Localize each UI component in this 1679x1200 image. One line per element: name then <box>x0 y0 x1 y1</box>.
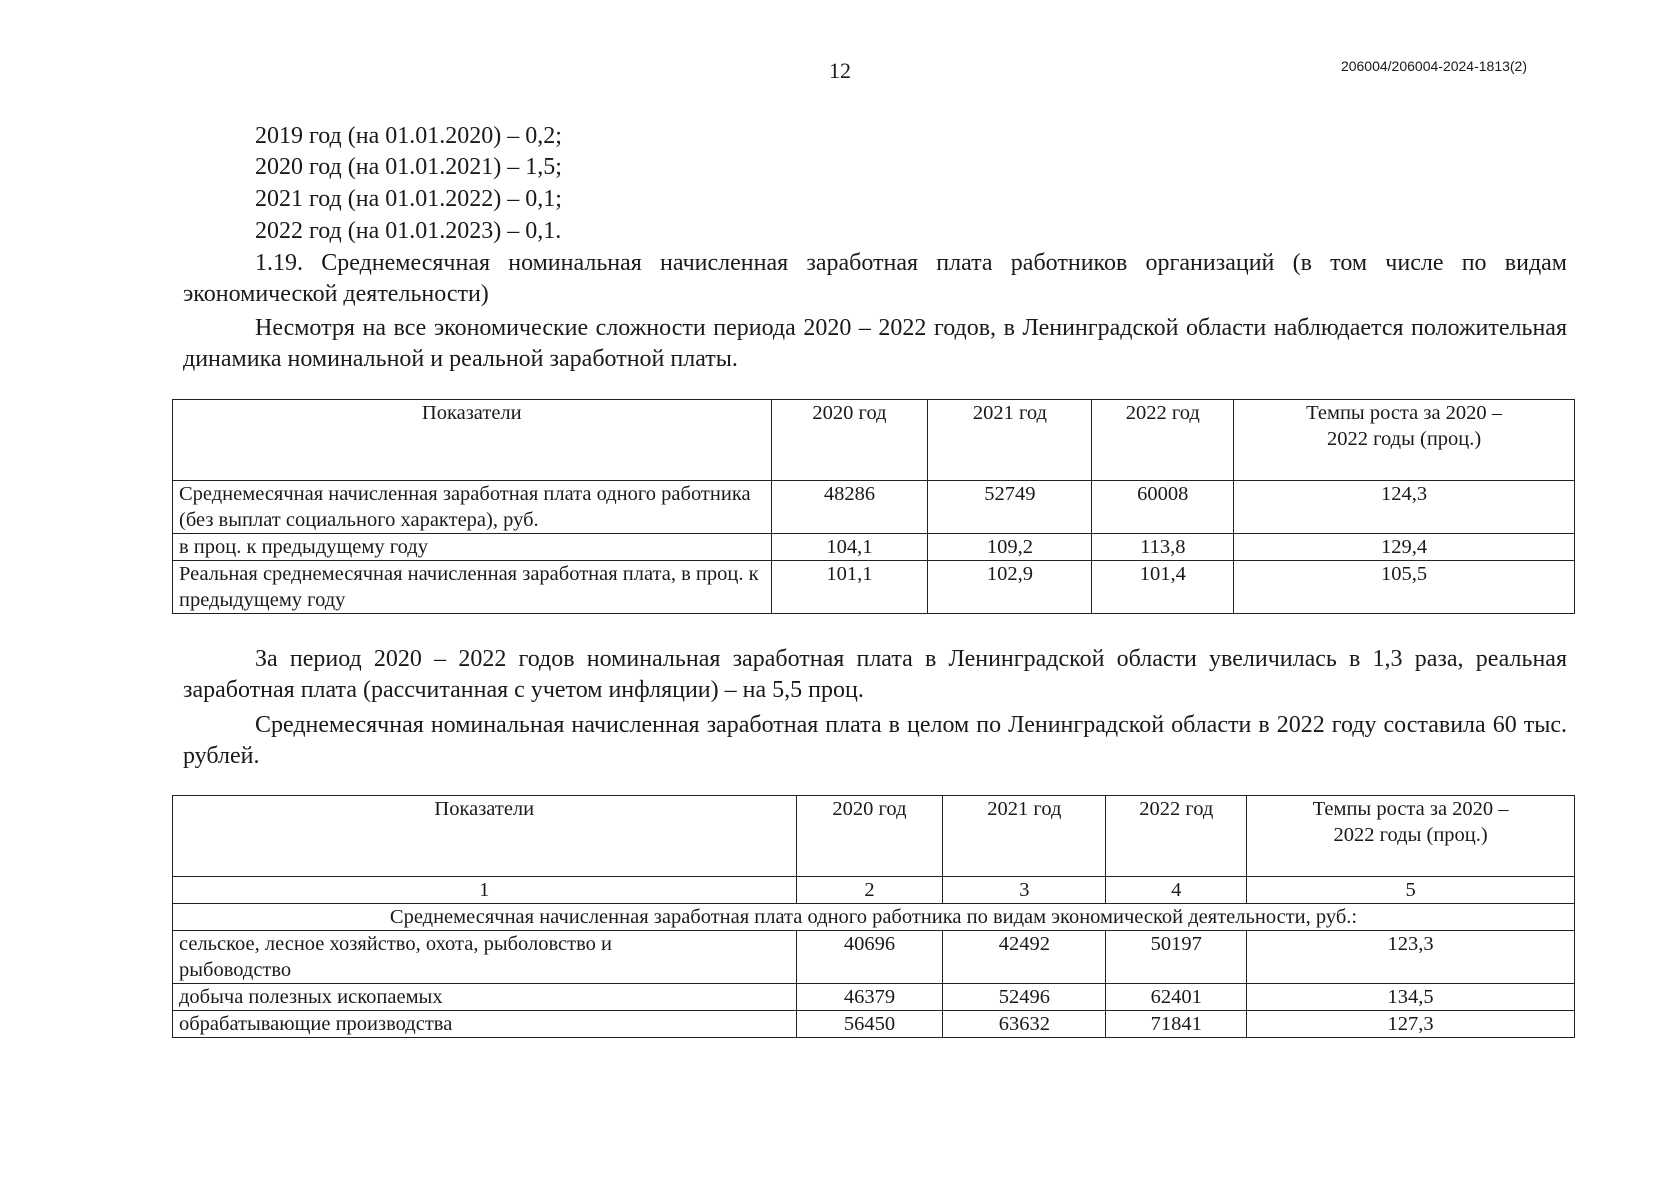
cell-value: 71841 <box>1106 1011 1247 1038</box>
cell-value: 40696 <box>796 931 943 984</box>
cell-value: 101,4 <box>1092 561 1234 614</box>
cell-value: 109,2 <box>928 534 1092 561</box>
header-indicators: Показатели <box>173 400 772 481</box>
cell-value: 46379 <box>796 984 943 1011</box>
column-number: 3 <box>943 877 1106 904</box>
salary-table <box>172 399 1575 614</box>
section-row <box>173 904 1575 931</box>
row-label: Реальная среднемесячная начисленная заработная плата, в проц. к предыдущему году <box>173 561 772 614</box>
header-2020: 2020 год <box>796 796 943 877</box>
year-line-2022: 2022 год (на 01.01.2023) – 0,1. <box>255 218 562 244</box>
cell-value: 52496 <box>943 984 1106 1011</box>
column-number: 5 <box>1247 877 1575 904</box>
cell-value: 42492 <box>943 931 1106 984</box>
intro-block <box>183 313 1567 375</box>
column-number: 1 <box>173 877 797 904</box>
cell-value: 102,9 <box>928 561 1092 614</box>
header-2022: 2022 год <box>1106 796 1247 877</box>
header-2021: 2021 год <box>943 796 1106 877</box>
section-title: 1.19. Среднемесячная номинальная начисленная заработная плата работников организаций (в том числе по видам экономической деятельности) <box>183 250 1567 307</box>
cell-value: 124,3 <box>1234 481 1575 534</box>
table-header-row <box>173 796 1575 877</box>
table-row <box>173 534 1575 561</box>
column-number: 2 <box>796 877 943 904</box>
cell-value: 62401 <box>1106 984 1247 1011</box>
table-row <box>173 561 1575 614</box>
row-label: в проц. к предыдущему году <box>173 534 772 561</box>
row-label: сельское, лесное хозяйство, охота, рыболовство и рыбоводство <box>173 931 797 984</box>
intro-paragraph: Несмотря на все экономические сложности периода 2020 – 2022 годов, в Ленинградской области наблюдается положительная динамика номинальной и реальной заработной платы. <box>183 315 1567 372</box>
cell-value: 52749 <box>928 481 1092 534</box>
section-title-block <box>183 248 1567 310</box>
salary-by-activity-table <box>172 795 1575 1038</box>
year-line-2020: 2020 год (на 01.01.2021) – 1,5; <box>255 154 562 180</box>
year-line-2021: 2021 год (на 01.01.2022) – 0,1; <box>255 186 562 212</box>
header-growth-rate: Темпы роста за 2020 – 2022 годы (проц.) <box>1247 796 1575 877</box>
cell-value: 105,5 <box>1234 561 1575 614</box>
paragraph-2: За период 2020 – 2022 годов номинальная заработная плата в Ленинградской области увеличилась в 1,3 раза, реальная заработная плата (рассчитанная с учетом инфляции) – на 5,5 проц. <box>183 646 1567 703</box>
table-row <box>173 931 1575 984</box>
cell-value: 63632 <box>943 1011 1106 1038</box>
header-indicators: Показатели <box>173 796 797 877</box>
cell-value: 134,5 <box>1247 984 1575 1011</box>
row-label: Среднемесячная начисленная заработная плата одного работника (без выплат социального характера), руб. <box>173 481 772 534</box>
cell-value: 48286 <box>771 481 928 534</box>
year-line-2019: 2019 год (на 01.01.2020) – 0,2; <box>255 123 562 149</box>
section-row-label: Среднемесячная начисленная заработная плата одного работника по видам экономической деятельности, руб.: <box>173 904 1575 931</box>
table-header-row <box>173 400 1575 481</box>
paragraph-3-block <box>183 710 1567 772</box>
cell-value: 101,1 <box>771 561 928 614</box>
cell-value: 56450 <box>796 1011 943 1038</box>
table-row <box>173 481 1575 534</box>
cell-value: 60008 <box>1092 481 1234 534</box>
header-2022: 2022 год <box>1092 400 1234 481</box>
column-number-row <box>173 877 1575 904</box>
cell-value: 104,1 <box>771 534 928 561</box>
header-growth-rate: Темпы роста за 2020 – 2022 годы (проц.) <box>1234 400 1575 481</box>
cell-value: 50197 <box>1106 931 1247 984</box>
table-row <box>173 984 1575 1011</box>
cell-value: 129,4 <box>1234 534 1575 561</box>
row-label: обрабатывающие производства <box>173 1011 797 1038</box>
cell-value: 113,8 <box>1092 534 1234 561</box>
row-label: добыча полезных ископаемых <box>173 984 797 1011</box>
header-2020: 2020 год <box>771 400 928 481</box>
paragraph-2-block <box>183 644 1567 706</box>
table-row <box>173 1011 1575 1038</box>
cell-value: 123,3 <box>1247 931 1575 984</box>
column-number: 4 <box>1106 877 1247 904</box>
paragraph-3: Среднемесячная номинальная начисленная заработная плата в целом по Ленинградской области в 2022 году составила 60 тыс. рублей. <box>183 712 1567 769</box>
document-code: 206004/206004-2024-1813(2) <box>1340 58 1527 74</box>
header-2021: 2021 год <box>928 400 1092 481</box>
page-number: 12 <box>829 58 851 83</box>
cell-value: 127,3 <box>1247 1011 1575 1038</box>
